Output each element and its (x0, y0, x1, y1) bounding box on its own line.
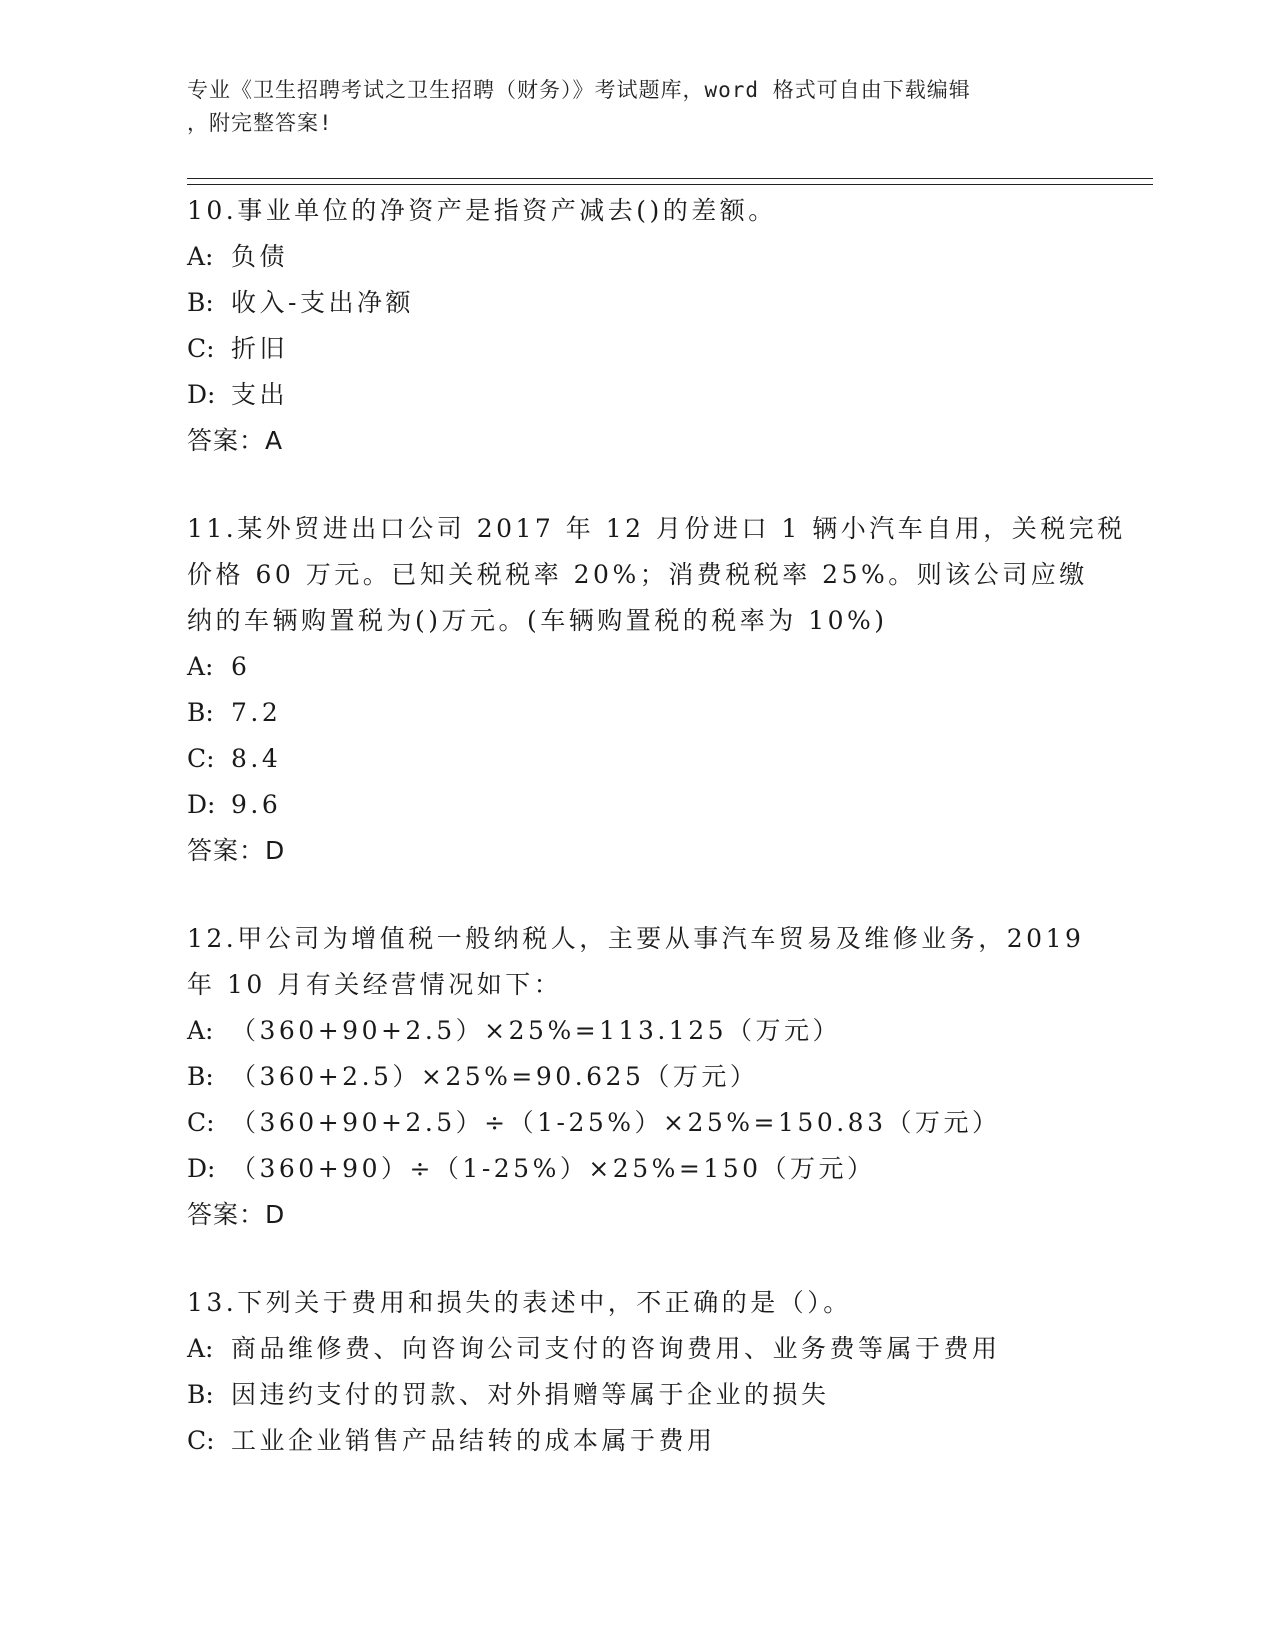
option-c (187, 1418, 1087, 1464)
question-13 (187, 1280, 1087, 1464)
question-stem: 13.下列关于费用和损失的表述中，不正确的是（）。 (187, 1288, 852, 1317)
option-letter: D: (187, 1154, 216, 1183)
option-d (187, 1146, 1087, 1192)
question-12 (187, 916, 1087, 1238)
question-list (187, 188, 1126, 1506)
option-text: 6 (231, 652, 251, 681)
header-line-2: ，附完整答案! (187, 111, 333, 135)
option-b (187, 1372, 1087, 1418)
option-c (187, 326, 1087, 372)
question-stem: 11.某外贸进出口公司 2017 年 12 月份进口 1 辆小汽车自用，关税完税 (187, 514, 1126, 543)
option-text: （360+90+2.5）×25%=113.125（万元） (231, 1016, 842, 1045)
option-letter: D: (187, 790, 216, 819)
header-line-1: 专业《卫生招聘考试之卫生招聘（财务）》考试题库，word 格式可自由下载编辑 (187, 78, 971, 102)
option-text: （360+90+2.5）÷（1-25%）×25%=150.83（万元） (231, 1108, 1001, 1137)
option-d (187, 372, 1087, 418)
option-letter: B: (187, 698, 214, 727)
option-letter: A: (187, 242, 214, 271)
option-letter: A: (187, 1016, 214, 1045)
option-text: （360+90）÷（1-25%）×25%=150（万元） (231, 1154, 876, 1183)
option-text: 工业企业销售产品结转的成本属于费用 (231, 1426, 716, 1455)
option-text: （360+2.5）×25%=90.625（万元） (231, 1062, 759, 1091)
option-a (187, 1326, 1087, 1372)
question-stem: 纳的车辆购置税为()万元。(车辆购置税的税率为 10%) (187, 606, 888, 635)
option-letter: B: (187, 1062, 214, 1091)
option-d (187, 782, 1087, 828)
question-stem: 12.甲公司为增值税一般纳税人，主要从事汽车贸易及维修业务，2019 (187, 924, 1085, 953)
option-c (187, 736, 1087, 782)
option-letter: C: (187, 744, 215, 773)
option-letter: A: (187, 652, 214, 681)
answer-line: 答案：A (187, 426, 284, 455)
option-letter: B: (187, 288, 214, 317)
option-b (187, 1054, 1087, 1100)
option-c (187, 1100, 1087, 1146)
header-divider-bottom (187, 184, 1153, 185)
option-letter: D: (187, 380, 216, 409)
option-text: 因违约支付的罚款、对外捐赠等属于企业的损失 (231, 1380, 830, 1409)
option-text: 负债 (231, 242, 289, 271)
document-header (187, 74, 1067, 140)
option-text: 7.2 (231, 698, 282, 727)
question-stem: 10.事业单位的净资产是指资产减去()的差额。 (187, 196, 777, 225)
question-stem: 年 10 月有关经营情况如下： (187, 970, 563, 999)
option-b (187, 280, 1087, 326)
question-11 (187, 506, 1126, 874)
option-letter: A: (187, 1334, 214, 1363)
option-a (187, 644, 1087, 690)
option-text: 折旧 (231, 334, 289, 363)
option-text: 收入-支出净额 (231, 288, 414, 317)
answer-line: 答案：D (187, 836, 286, 865)
option-a (187, 234, 1087, 280)
option-text: 9.6 (231, 790, 282, 819)
option-text: 8.4 (231, 744, 282, 773)
question-10 (187, 188, 1087, 464)
option-letter: B: (187, 1380, 214, 1409)
option-text: 支出 (231, 380, 289, 409)
header-divider-top (187, 178, 1153, 179)
option-text: 商品维修费、向咨询公司支付的咨询费用、业务费等属于费用 (231, 1334, 1001, 1363)
option-letter: C: (187, 1426, 215, 1455)
option-letter: C: (187, 334, 215, 363)
option-b (187, 690, 1087, 736)
option-letter: C: (187, 1108, 215, 1137)
question-stem: 价格 60 万元。已知关税税率 20%；消费税税率 25%。则该公司应缴 (187, 560, 1088, 589)
option-a (187, 1008, 1087, 1054)
answer-line: 答案：D (187, 1200, 286, 1229)
